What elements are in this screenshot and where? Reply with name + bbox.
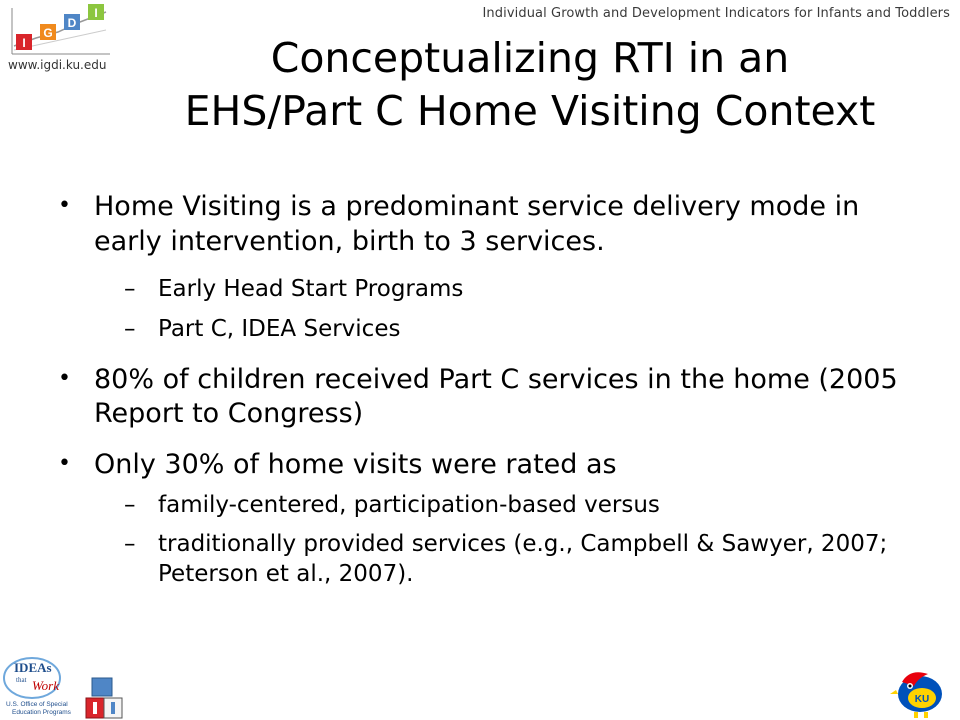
ideas-logo-sub2: Education Programs — [12, 709, 71, 716]
sub-bullet-item — [124, 530, 898, 590]
slide-title-line1: Conceptualizing RTI in an — [270, 34, 790, 82]
header-tagline: Individual Growth and Development Indicators for Infants and Toddlers — [482, 6, 950, 21]
sub-bullet-text: family-centered, participation-based versus — [158, 491, 660, 518]
sub-bullet-item — [124, 315, 898, 345]
ideas-logo-sub1: U.S. Office of Special — [6, 701, 68, 708]
bullet-icon: • — [58, 450, 71, 476]
bullet-item — [58, 363, 898, 432]
igdi-letter-d: D — [67, 16, 77, 30]
bullet-icon: • — [58, 193, 71, 218]
bullet-text: Only 30% of home visits were rated as — [94, 448, 617, 480]
slide-body — [58, 190, 898, 600]
igdi-letter-g: G — [43, 26, 53, 40]
site-url[interactable]: www.igdi.ku.edu — [8, 58, 107, 72]
ideas-logo-word2: that — [16, 676, 27, 684]
sub-bullet-text: Early Head Start Programs — [158, 276, 464, 303]
bullet-text: Home Visiting is a predominant service delivery mode in early intervention, birth to 3 services. — [94, 191, 860, 257]
ideas-logo-word3: Work — [32, 678, 59, 693]
sub-bullet-text: traditionally provided services (e.g., Campbell & Sawyer, 2007; Peterson et al., 2007). — [158, 531, 888, 588]
ku-jayhawk-logo — [888, 664, 956, 720]
slide-title — [120, 32, 940, 139]
dash-icon: – — [124, 276, 136, 303]
bullet-item — [58, 448, 898, 483]
ku-logo-text: KU — [914, 694, 930, 705]
igdi-letter-i1: I — [22, 36, 26, 50]
igdi-letter-i2: I — [94, 6, 98, 20]
dash-icon: – — [124, 531, 136, 558]
ideas-that-work-logo — [2, 652, 92, 718]
bullet-icon: • — [58, 365, 71, 391]
dash-icon: – — [124, 491, 136, 518]
slide-title-line2: EHS/Part C Home Visiting Context — [184, 87, 876, 136]
bullet-text: 80% of children received Part C services in the home (2005 Report to Congress) — [94, 363, 898, 430]
ideas-logo-word1: IDEAs — [14, 660, 52, 675]
dash-icon: – — [124, 315, 136, 342]
building-blocks-icon — [84, 676, 124, 720]
sub-bullet-text: Part C, IDEA Services — [158, 315, 401, 342]
sub-bullet-item — [124, 275, 898, 305]
sub-bullet-item — [124, 491, 898, 521]
bullet-item — [58, 190, 898, 259]
igdi-logo — [6, 2, 114, 58]
